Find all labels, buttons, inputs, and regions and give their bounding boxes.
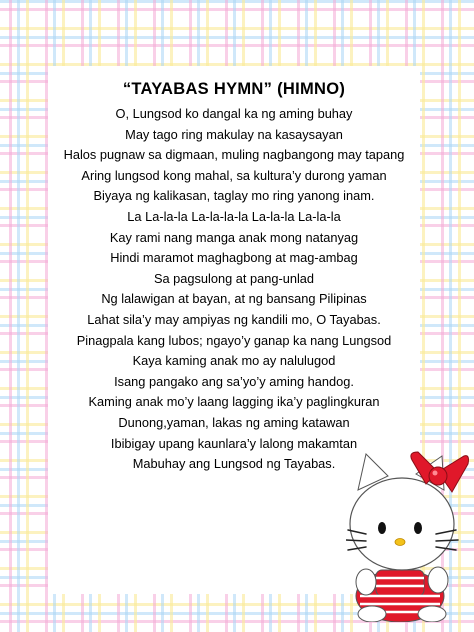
hello-kitty-icon: [346, 446, 470, 622]
lyric-line: Dunong,yaman, lakas ng aming katawan: [118, 414, 350, 430]
lyric-line: Mabuhay ang Lungsod ng Tayabas.: [132, 456, 336, 472]
lyric-line: May tago ring makulay na kasaysayan: [125, 126, 343, 142]
lyric-line: Aring lungsod kong mahal, sa kultura’y durong yaman: [81, 167, 387, 183]
lyric-line: Sa pagsulong at pang-unlad: [153, 270, 315, 286]
lyric-line: Ibibigay upang kaunlara’y lalong makamtan: [110, 435, 358, 451]
hymn-lyrics: [48, 104, 420, 475]
lyric-line: Biyaya ng kalikasan, taglay mo ring yanong inam.: [93, 188, 375, 204]
lyric-line: O, Lungsod ko dangal ka ng aming buhay: [115, 106, 353, 121]
lyric-line: Ng lalawigan at bayan, at ng bansang Pilipinas: [101, 291, 367, 307]
lyric-line: Halos pugnaw sa digmaan, muling nagbangong may tapang: [63, 147, 405, 163]
lyric-line: Kaming anak mo’y laang lagging ika’y paglingkuran: [88, 394, 380, 410]
lyric-line: Kaya kaming anak mo ay nalulugod: [132, 353, 336, 369]
lyric-line: Hindi maramot maghagbong at mag-ambag: [110, 250, 358, 266]
hymn-title: “TAYABAS HYMN” (HIMNO): [122, 80, 346, 98]
lyric-line: Kay rami nang manga anak mong natanyag: [109, 229, 359, 245]
lyric-line: Pinagpala kang lubos; ngayo’y ganap ka nang Lungsod: [76, 332, 392, 348]
lyric-line: Lahat sila’y may ampiyas ng kandili mo, O Tayabas.: [87, 311, 381, 327]
lyric-line: La La-la-la La-la-la-la La-la-la La-la-la: [127, 208, 341, 224]
lyric-line: Isang pangako ang sa’yo’y aming handog.: [114, 373, 354, 389]
